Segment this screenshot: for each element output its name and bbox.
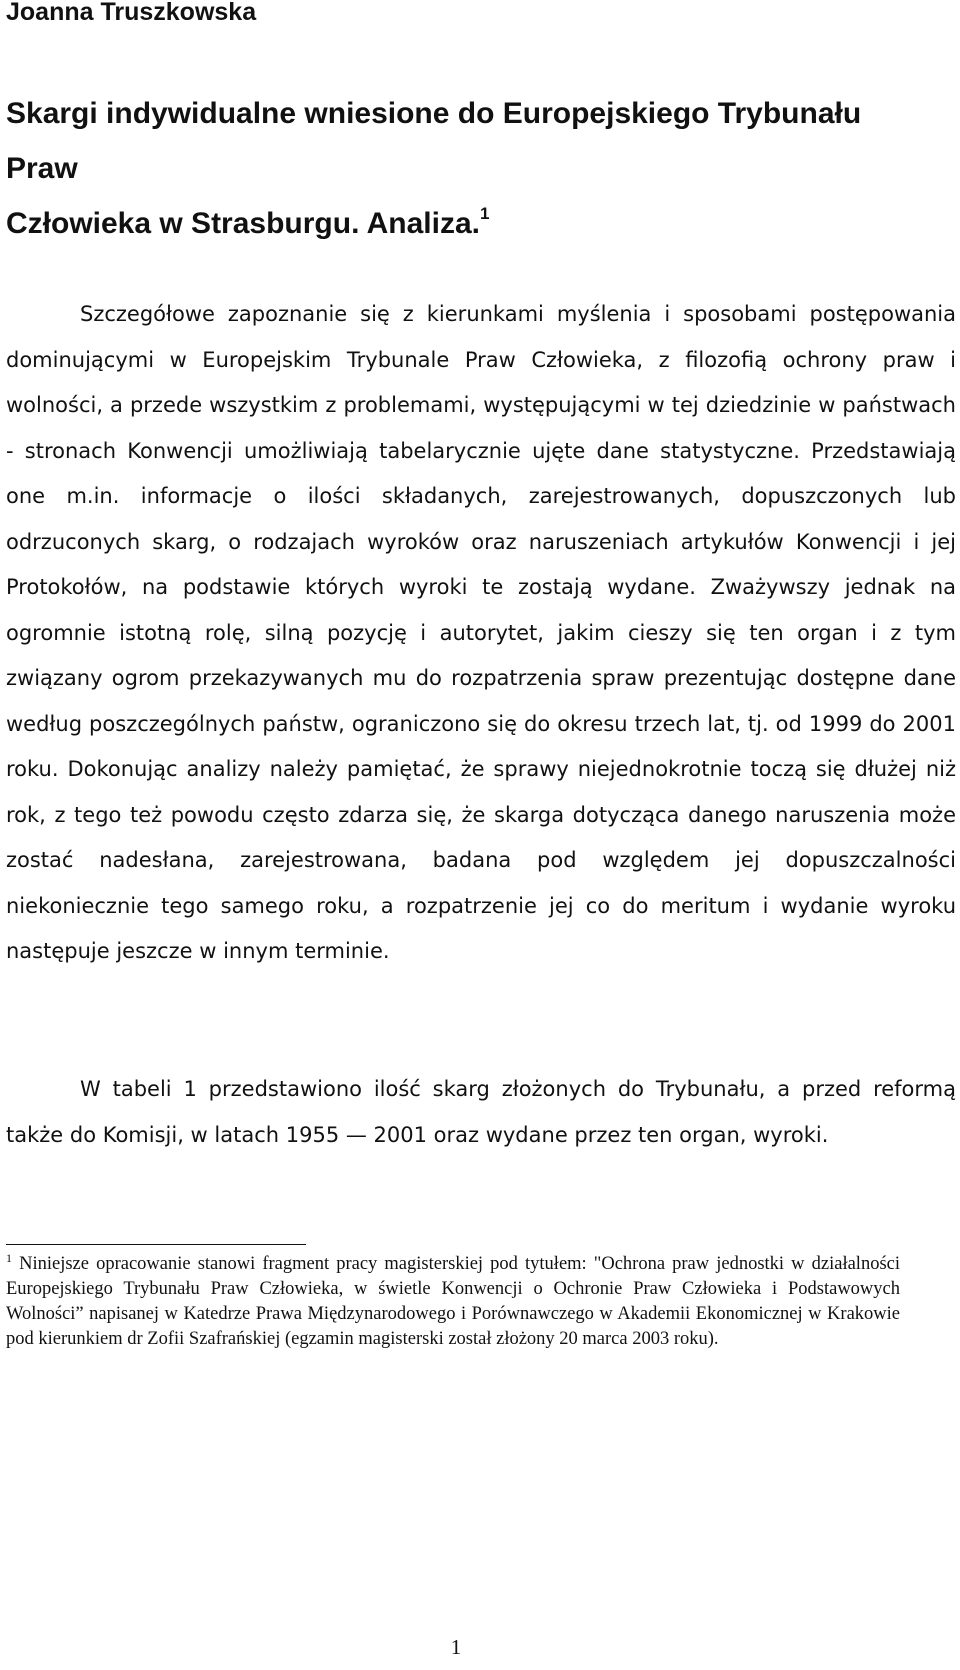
body-paragraph-1 — [6, 292, 956, 975]
document-title — [6, 86, 906, 251]
title-footnote-marker[interactable]: 1 — [480, 204, 490, 223]
title-line-2: Człowieka w Strasburgu. Analiza. — [6, 207, 480, 240]
page-number: 1 — [450, 1635, 462, 1659]
body-paragraph-2 — [6, 1067, 956, 1158]
title-line-1: Skargi indywidualne wniesione do Europejskiego Trybunału Praw — [6, 97, 862, 185]
footnote — [6, 1252, 900, 1352]
footnote-text: Niniejsze opracowanie stanowi fragment pracy magisterskiej pod tytułem: "Ochrona praw jednostki w działalności Europejskiego Trybunału Praw Człowieka, w świetle Konwencji o Ochronie Praw Człowieka i Podstawowych Wolności” napisanej w Katedrze Prawa Międzynarodowego i Porównawczego w Akademii Ekonomicznej w Krakowie pod kierunkiem dr Zofii Szafrańskiej (egzamin magisterski został złożony 20 marca 2003 roku). — [6, 1254, 900, 1349]
body-paragraph-1-text: Szczegółowe zapoznanie się z kierunkami myślenia i sposobami postępowania dominującymi w Europejskim Trybunale Praw Człowieka, z filozofią ochrony praw i wolności, a przede wszystkim z problemami, występującymi w tej dziedzinie w państwach - stronach Konwencji umożliwiają tabelarycznie ujęte dane statystyczne. Przedstawiają one m.in. informacje o ilości składanych, zarejestrowanych, dopuszczonych lub odrzuconych skarg, o rodzajach wyroków oraz naruszeniach artykułów Konwencji i jej Protokołów, na podstawie których wyroki te zostają wydane. Zważywszy jednak na ogromnie istotną rolę, silną pozycję i autorytet, jakim cieszy się ten organ i z tym związany ogrom przekazywanych mu do rozpatrzenia spraw prezentując dostępne dane według poszczególnych państw, ograniczono się do okresu trzech lat, tj. od 1999 do 2001 roku. Dokonując analizy należy pamiętać, że sprawy niejednokrotnie toczą się dłużej niż rok, z tego też powodu często zdarza się, że skarga dotycząca danego naruszenia może zostać nadesłana, zarejestrowana, badana pod względem jej dopuszczalności niekoniecznie tego samego roku, a rozpatrzenie jej co do meritum i wydanie wyroku następuje jeszcze w innym terminie. — [6, 302, 956, 963]
body-paragraph-2-text: W tabeli 1 przedstawiono ilość skarg złożonych do Trybunału, a przed reformą także do Komisji, w latach 1955 — 2001 oraz wydane przez ten organ, wyroki. — [6, 1077, 956, 1147]
footnote-separator — [6, 1244, 306, 1245]
footnote-marker: 1 — [6, 1251, 12, 1265]
author-name: Joanna Truszkowska — [6, 0, 257, 26]
